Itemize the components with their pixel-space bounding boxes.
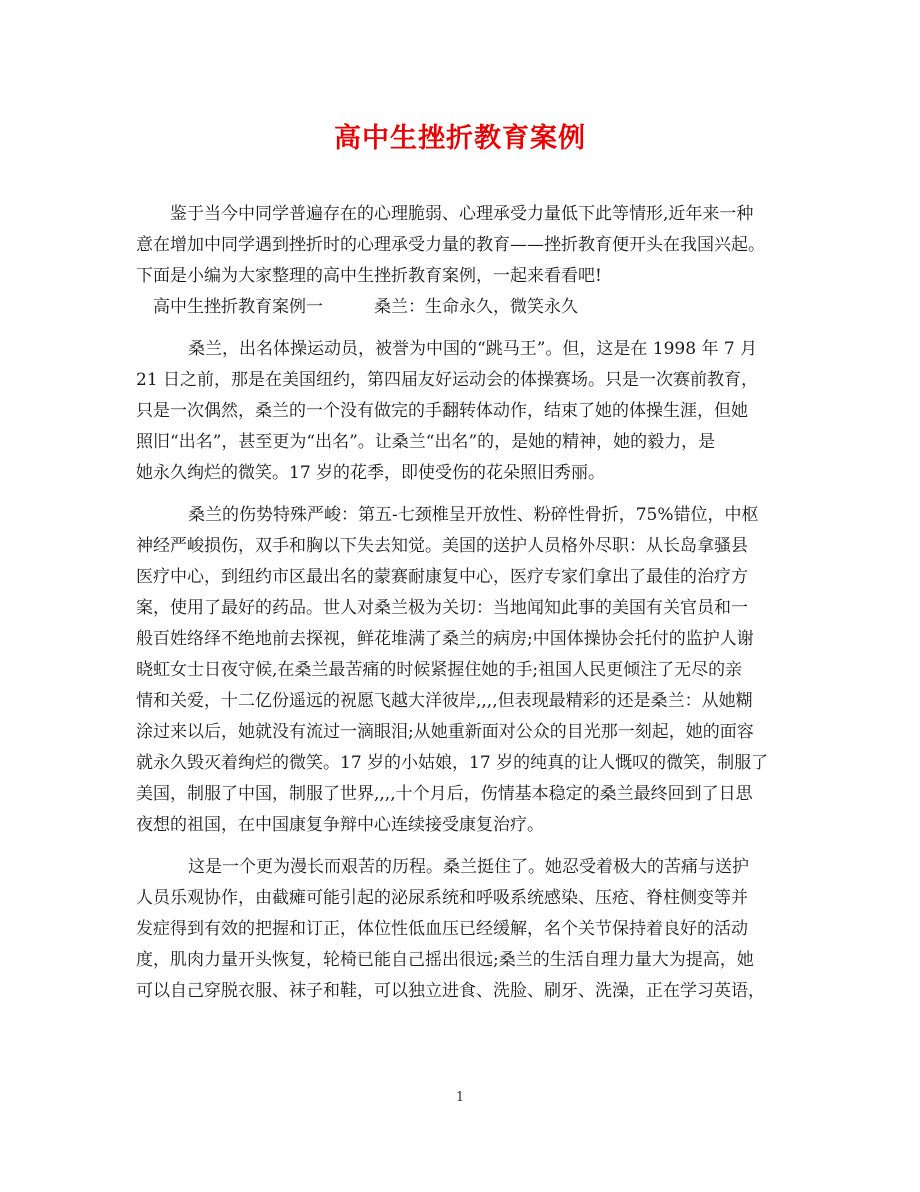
paragraph-2 xyxy=(136,500,792,841)
page-number: 1 xyxy=(455,1090,465,1105)
text-line: 晓虹女士日夜守候,在桑兰最苦痛的时候紧握住她的手;祖国人民更倾注了无尽的亲 xyxy=(136,660,743,680)
document-body xyxy=(136,199,792,1007)
text-line: 美国，制服了中国，制服了世界,,,,十个月后，伤情基本稳定的桑兰最终回到了日思 xyxy=(136,784,753,804)
text-line: 下面是小编为大家整理的高中生挫折教育案例，一起来看看吧! xyxy=(136,266,602,286)
paragraph-1 xyxy=(136,334,792,489)
text-line: 桑兰的伤势特殊严峻：第五-七颈椎呈开放性、粉碎性骨折，75%错位，中枢 xyxy=(188,505,759,525)
text-line: 夜想的祖国，在中国康复争辩中心连续接受康复治疗。 xyxy=(136,815,544,835)
text-line: 这是一个更为漫长而艰苦的历程。桑兰挺住了。她忍受着极大的苦痛与送护 xyxy=(188,857,749,877)
text-line: 意在增加中同学遇到挫折时的心理承受力量的教育——挫折教育便开头在我国兴起。 xyxy=(136,235,765,255)
text-line: 桑兰，出名体操运动员，被誉为中国的“跳马王”。但，这是在 1998 年 7 月 xyxy=(188,339,758,359)
text-line: 照旧“出名”，甚至更为“出名”。让桑兰“出名”的，是她的精神，她的毅力，是 xyxy=(136,432,716,452)
text-line: 就永久毁灭着绚烂的微笑。17 岁的小姑娘，17 岁的纯真的让人慨叹的微笑，制服了 xyxy=(136,753,769,773)
text-line: 鉴于当今中同学普遍存在的心理脆弱、心理承受力量低下此等情形,近年来一种 xyxy=(170,204,754,224)
text-line: 医疗中心，到纽约市区最出名的蒙赛耐康复中心，医疗专家们拿出了最佳的治疗方 xyxy=(136,567,748,587)
text-line: 般百姓络绎不绝地前去探视，鲜花堆满了桑兰的病房;中国体操协会托付的监护人谢 xyxy=(136,629,754,649)
text-line: 神经严峻损伤，双手和胸以下失去知觉。美国的送护人员格外尽职：从长岛拿骚县 xyxy=(136,536,748,556)
text-line: 人员乐观协作，由截瘫可能引起的泌尿系统和呼吸系统感染、压疮、脊柱侧变等并 xyxy=(136,888,748,908)
text-line: 案，使用了最好的药品。世人对桑兰极为关切：当地闻知此事的美国有关官员和一 xyxy=(136,598,748,618)
document-title: 高中生挫折教育案例 xyxy=(334,123,586,154)
text-line: 情和关爱，十二亿份遥远的祝愿飞越大洋彼岸,,,,但表现最精彩的还是桑兰：从她糊 xyxy=(136,691,753,711)
paragraph-3 xyxy=(136,852,792,1007)
text-line: 只是一次偶然，桑兰的一个没有做完的手翻转体动作，结束了她的体操生涯，但她 xyxy=(136,401,748,421)
text-line: 发症得到有效的把握和订正，体位性低血压已经缓解，名个关节保持着良好的活动 xyxy=(136,919,748,939)
text-line: 她永久绚烂的微笑。17 岁的花季，即使受伤的花朵照旧秀丽。 xyxy=(136,463,606,483)
case-heading: 高中生挫折教育案例一 桑兰：生命永久，微笑永久 xyxy=(153,297,578,317)
intro-paragraph xyxy=(136,199,792,292)
text-line: 涂过来以后，她就没有流过一滴眼泪;从她重新面对公众的目光那一刻起，她的面容 xyxy=(136,722,754,742)
text-line: 可以自己穿脱衣服、袜子和鞋，可以独立进食、洗脸、刷牙、洗澡，正在学习英语， xyxy=(136,981,765,1001)
text-line: 度，肌肉力量开头恢复，轮椅已能自己摇出很远;桑兰的生活自理力量大为提高，她 xyxy=(136,950,754,970)
text-line: 21 日之前，那是在美国纽约，第四届友好运动会的体操赛场。只是一次赛前教育， xyxy=(136,370,759,390)
